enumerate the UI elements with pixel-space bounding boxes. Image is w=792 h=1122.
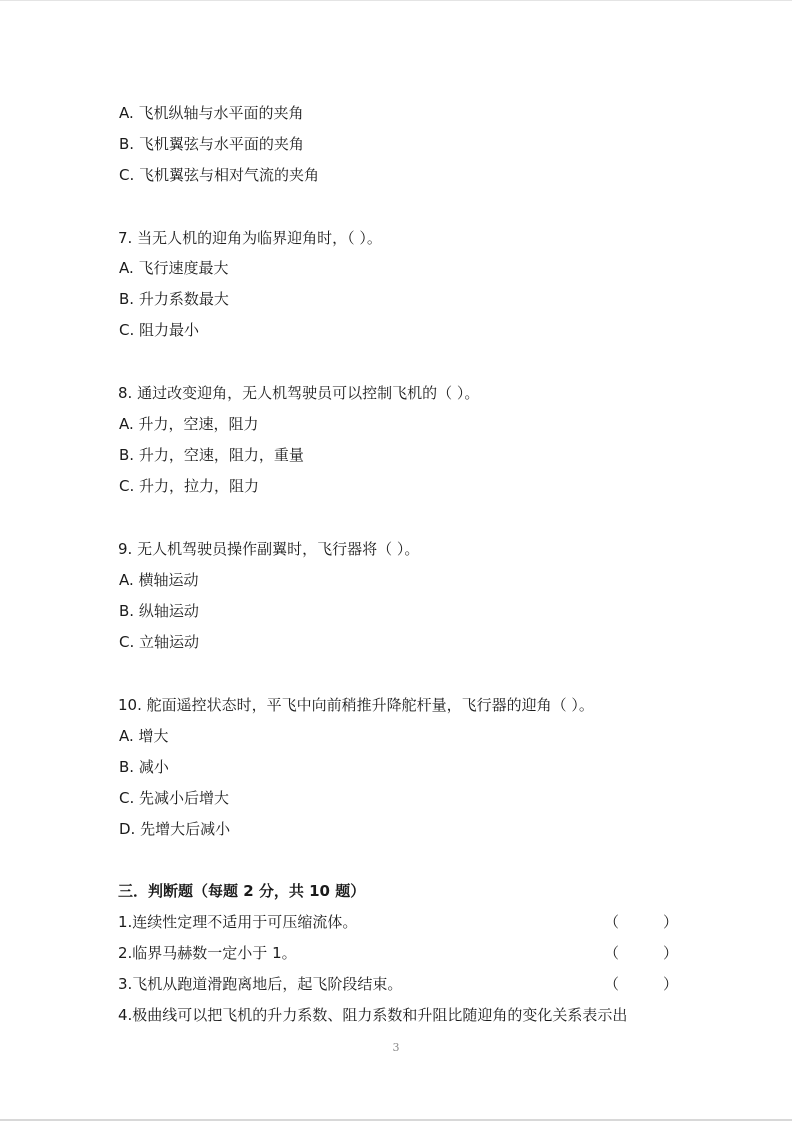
q10-option-a: A. 增大 [119, 727, 169, 745]
q10-option-b: B. 减小 [119, 758, 169, 776]
paren-close: ） [663, 975, 679, 993]
paren-open: （ [604, 913, 620, 931]
judge-answer-blank-1 [604, 912, 678, 932]
q8-option-a: A. 升力，空速，阻力 [119, 415, 259, 433]
section3-title: 三．判断题（每题 2 分，共 10 题） [118, 882, 366, 900]
judge-answer-blank-3 [604, 974, 678, 994]
q7-stem: 7. 当无人机的迎角为临界迎角时，（ ）。 [118, 229, 382, 247]
q9-stem: 9. 无人机驾驶员操作副翼时，飞行器将（ ）。 [118, 540, 420, 558]
q9-option-c: C. 立轴运动 [119, 633, 200, 651]
q7-option-c: C. 阻力最小 [119, 321, 200, 339]
q8-option-b: B. 升力，空速，阻力，重量 [119, 446, 304, 464]
paren-close: ） [663, 913, 679, 931]
judge-item-3: 3.飞机从跑道滑跑离地后，起飞阶段结束。 [118, 975, 403, 993]
q7-option-b: B. 升力系数最大 [119, 290, 229, 308]
q6-option-b: B. 飞机翼弦与水平面的夹角 [119, 135, 304, 153]
q7-option-a: A. 飞行速度最大 [119, 259, 229, 277]
page-number: 3 [392, 1041, 400, 1054]
judge-answer-blank-2 [604, 943, 678, 963]
q10-option-d: D. 先增大后减小 [119, 820, 231, 838]
q6-option-c: C. 飞机翼弦与相对气流的夹角 [119, 166, 320, 184]
q10-option-c: C. 先减小后增大 [119, 789, 230, 807]
q10-stem: 10. 舵面遥控状态时，平飞中向前稍推升降舵杆量，飞行器的迎角（ ）。 [118, 696, 594, 714]
page-top-edge [0, 0, 792, 1]
q8-option-c: C. 升力，拉力，阻力 [119, 477, 260, 495]
judge-item-2: 2.临界马赫数一定小于 1。 [118, 944, 297, 962]
judge-item-4: 4.极曲线可以把飞机的升力系数、阻力系数和升阻比随迎角的变化关系表示出 [118, 1006, 628, 1024]
q6-option-a: A. 飞机纵轴与水平面的夹角 [119, 104, 304, 122]
q8-stem: 8. 通过改变迎角，无人机驾驶员可以控制飞机的（ ）。 [118, 384, 480, 402]
paren-open: （ [604, 975, 620, 993]
paren-open: （ [604, 944, 620, 962]
q9-option-b: B. 纵轴运动 [119, 602, 199, 620]
judge-item-1: 1.连续性定理不适用于可压缩流体。 [118, 913, 358, 931]
paren-close: ） [663, 944, 679, 962]
page-bottom-edge [0, 1119, 792, 1121]
q9-option-a: A. 横轴运动 [119, 571, 199, 589]
